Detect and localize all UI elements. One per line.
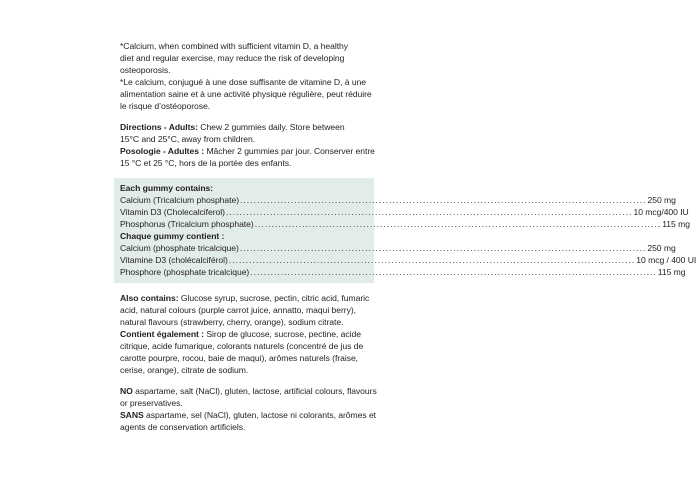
dot-leader: ........................................................................................................................ <box>240 195 647 205</box>
ingredient-amount: 10 mcg/400 IU <box>633 207 689 217</box>
also-contains-en-label: Also contains: <box>120 293 179 303</box>
ingredient-row <box>120 254 696 266</box>
directions-en-line: 15°C and 25°C, away from children. <box>120 134 256 144</box>
ingredient-name: Vitamin D3 (Cholecalciferol) <box>120 207 225 217</box>
dot-leader: ........................................................................................................................ <box>225 207 633 217</box>
ingredient-amount: 250 mg <box>647 243 676 253</box>
ingredients-en-list <box>120 194 690 230</box>
directions-fr-line: 15 °C et 25 °C, hors de la portée des enfants. <box>120 158 292 168</box>
ingredients-fr-heading: Chaque gummy contient : <box>120 231 225 241</box>
ingredient-amount: 250 mg <box>647 195 676 205</box>
dot-leader: ........................................................................................................................ <box>239 243 647 253</box>
product-label-panel <box>120 40 696 433</box>
claim-fr-line: alimentation saine et à une activité physique régulière, peut réduire <box>120 89 372 99</box>
also-contains-fr-line: citrique, acide fumarique, colorants naturels (concentré de jus de <box>120 341 364 351</box>
free-of-fr-text: aspartame, sel (NaCl), gluten, lactose ni colorants, arômes et <box>143 410 377 420</box>
ingredients-fr-list <box>120 242 696 278</box>
ingredient-amount: 115 mg <box>662 219 690 229</box>
free-of-en-line: or preservatives. <box>120 398 183 408</box>
free-of-fr-line: agents de conservation artificiels. <box>120 422 246 432</box>
ingredient-name: Phosphore (phosphate tricalcique) <box>120 267 250 277</box>
also-contains-fr-text: Sirop de glucose, sucrose, pectine, acide <box>204 329 361 339</box>
medicinal-ingredients-box <box>114 178 696 283</box>
claim-fr-line: le risque d’ostéoporose. <box>120 101 211 111</box>
also-contains-en-line: natural flavours (strawberry, cherry, orange), sodium citrate. <box>120 317 344 327</box>
claim-en-line: *Calcium, when combined with sufficient vitamin D, a healthy <box>120 41 349 51</box>
also-contains-fr-label: Contient également : <box>120 329 204 339</box>
claim-en-line: diet and regular exercise, may reduce the risk of developing <box>120 53 345 63</box>
claim-fr-line: *Le calcium, conjugué à une dose suffisante de vitamine D, à une <box>120 77 367 87</box>
ingredient-name: Calcium (Tricalcium phosphate) <box>120 195 240 205</box>
ingredient-row <box>120 242 676 254</box>
claim-en-line: osteoporosis. <box>120 65 171 75</box>
free-of-fr-label: SANS <box>120 410 144 420</box>
ingredient-amount: 10 mcg / 400 UI <box>636 255 696 265</box>
ingredients-en-heading: Each gummy contains: <box>120 183 214 193</box>
dot-leader: ........................................................................................................................ <box>228 255 636 265</box>
directions-fr-text: Mâcher 2 gummies par jour. Conserver entre <box>204 146 375 156</box>
ingredient-row <box>120 194 676 206</box>
free-of-fr <box>120 409 377 421</box>
also-contains-fr <box>120 328 368 340</box>
directions-en-label: Directions - Adults: <box>120 122 198 132</box>
also-contains-en <box>120 292 368 304</box>
dot-leader: ........................................................................................................................ <box>250 267 657 277</box>
ingredient-row <box>120 266 686 278</box>
dot-leader: ........................................................................................................................ <box>254 219 662 229</box>
ingredient-row <box>120 218 690 230</box>
directions-en-text: Chew 2 gummies daily. Store between <box>197 122 345 132</box>
also-contains-fr-line: cerise, orange), citrate de sodium. <box>120 365 249 375</box>
directions-fr-label: Posologie - Adultes : <box>120 146 205 156</box>
free-of-en-label: NO <box>120 386 133 396</box>
also-contains-en-line: acid, natural colours (purple carrot juice, annatto, maqui berry), <box>120 305 357 315</box>
ingredient-name: Vitamine D3 (cholécalciférol) <box>120 255 228 265</box>
free-of-en-text: aspartame, salt (NaCl), gluten, lactose, artificial colours, flavours <box>132 386 377 396</box>
ingredient-name: Phosphorus (Tricalcium phosphate) <box>120 219 254 229</box>
ingredient-row <box>120 206 689 218</box>
directions-en <box>120 121 368 133</box>
also-contains-en-text: Glucose syrup, sucrose, pectin, citric acid, fumaric <box>178 293 370 303</box>
ingredient-name: Calcium (phosphate tricalcique) <box>120 243 239 253</box>
directions-fr <box>120 145 375 157</box>
ingredient-amount: 115 mg <box>657 267 686 277</box>
also-contains-fr-line: carotte pourpre, rocou, baie de maqui), arômes naturels (fraise, <box>120 353 359 363</box>
free-of-en <box>120 385 377 397</box>
